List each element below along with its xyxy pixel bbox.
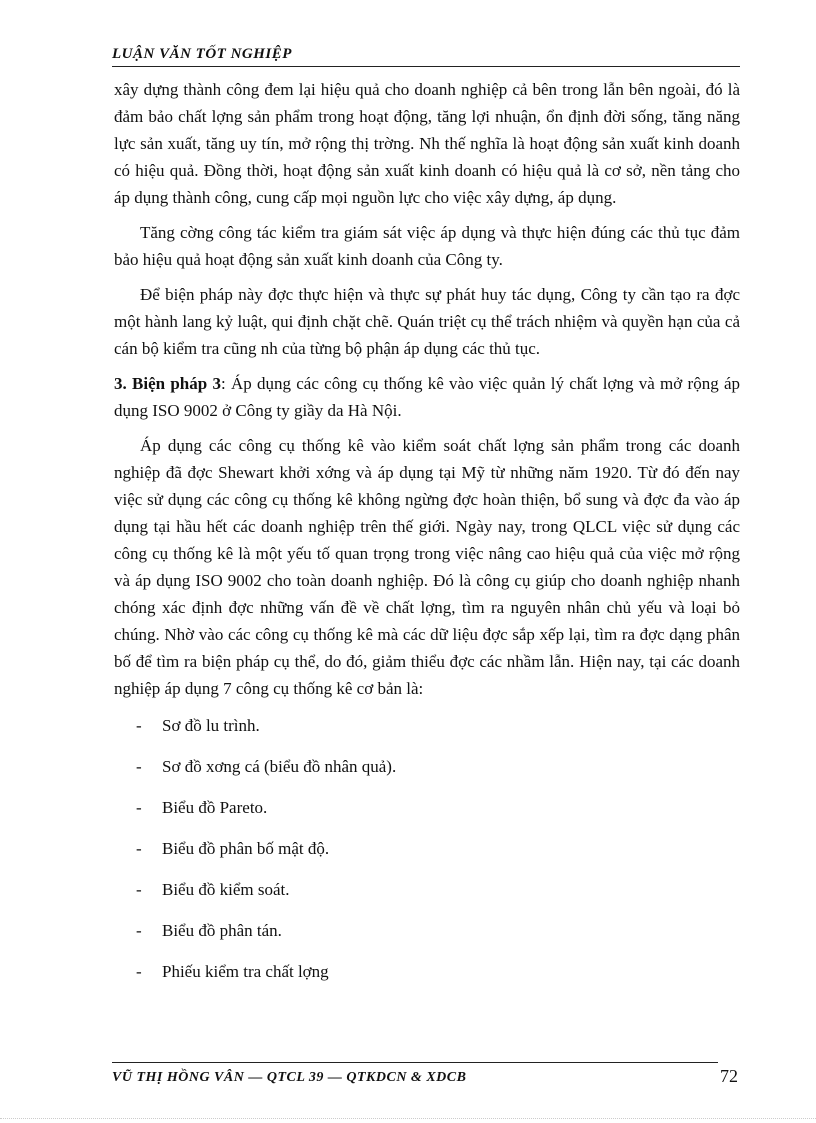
paragraph-inspection: Tăng cờng công tác kiểm tra giám sát việc áp dụng và thực hiện đúng các thủ tục đảm bảo hiệu quả hoạt động sản xuất kinh doanh của Công ty. [114,223,740,269]
paragraph-statistical-tools: Áp dụng các công cụ thống kê vào kiểm soát chất lợng sản phẩm trong các doanh nghiệp đã đợc Shewart khởi xớng và áp dụng tại Mỹ từ những năm 1920. Từ đó đến nay việc sử dụng các công cụ thống kê không ngừng đợc hoàn thiện, bổ sung và đợc đa vào áp dụng tại hầu hết các doanh nghiệp trên thế giới. Ngày nay, trong QLCL việc sử dụng các công cụ thống kê là một yếu tố quan trọng trong việc nâng cao hiệu quả của việc mở rộng và áp dụng ISO 9002 cho toàn doanh nghiệp. Đó là công cụ giúp cho doanh nghiệp nhanh chóng xác định đợc những vấn đề về chất lợng, tìm ra nguyên nhân chủ yếu và loại bỏ chúng. Nhờ vào các công cụ thống kê mà các dữ liệu đợc sắp xếp lại, tìm ra đợc dạng phân bố để tìm ra biện pháp cụ thể, do đó, giảm thiểu đợc các nhầm lẫn. Hiện nay, tại các doanh nghiệp áp dụng 7 công cụ thống kê cơ bản là: [114,436,740,698]
bullet-dash: - [136,716,142,735]
page-number: 72 [720,1066,738,1086]
paragraph-discipline: Để biện pháp này đợc thực hiện và thực sự phát huy tác dụng, Công ty cần tạo ra đợc một hành lang kỷ luật, qui định chặt chẽ. Quán triệt cụ thể trách nhiệm và quyền hạn của cả cán bộ kiểm tra cũng nh của từng bộ phận áp dụng các thủ tục. [114,285,740,358]
page-edge [0,1118,816,1119]
list-item [114,753,740,780]
header-title: LUẬN VĂN TỐT NGHIỆP [112,46,292,62]
tools-list [114,712,740,985]
measure-label: 3. Biện pháp 3 [114,374,221,393]
list-item [114,958,740,985]
bullet-dash: - [136,798,142,817]
paragraph-continuation: xây dựng thành công đem lại hiệu quả cho doanh nghiệp cả bên trong lẫn bên ngoài, đó là đảm bảo chất lợng sản phẩm trong hoạt động, tăng lợi nhuận, ổn định đời sống, tăng năng lực sản xuất, tăng uy tín, mở rộng thị trờng. Nh thế nghĩa là hoạt động sản xuất kinh doanh có hiệu quả. Đồng thời, hoạt động sản xuất kinh doanh có hiệu quả là cơ sở, nền tảng cho áp dụng thành công, cung cấp mọi nguồn lực cho việc xây dựng, áp dụng. [114,80,740,207]
measure-text: : Áp dụng các công cụ thống kê vào việc quản lý chất lợng và mở rộng áp dụng ISO 9002 ở Công ty giầy da Hà Nội. [114,374,740,420]
list-item [114,712,740,739]
list-item [114,835,740,862]
list-item-text: Sơ đồ lu trình. [162,716,260,735]
list-item [114,917,740,944]
bullet-dash: - [136,839,142,858]
footer-divider [112,1062,718,1063]
list-item-text: Biểu đồ phân bố mật độ. [162,839,330,858]
list-item-text: Sơ đồ xơng cá (biểu đồ nhân quả). [162,757,397,776]
bullet-dash: - [136,921,142,940]
bullet-dash: - [136,962,142,981]
bullet-dash: - [136,757,142,776]
footer-author: VŨ THỊ HỒNG VÂN — QTCL 39 — QTKDCN & XDCB [112,1070,467,1085]
bullet-dash: - [136,880,142,899]
page-content [114,76,740,999]
list-item-text: Phiếu kiểm tra chất lợng [162,962,329,981]
measure-heading [114,370,740,424]
list-item-text: Biểu đồ kiểm soát. [162,880,290,899]
page-header [112,44,740,67]
list-item [114,876,740,903]
list-item [114,794,740,821]
list-item-text: Biểu đồ phân tán. [162,921,282,940]
list-item-text: Biểu đồ Pareto. [162,798,268,817]
